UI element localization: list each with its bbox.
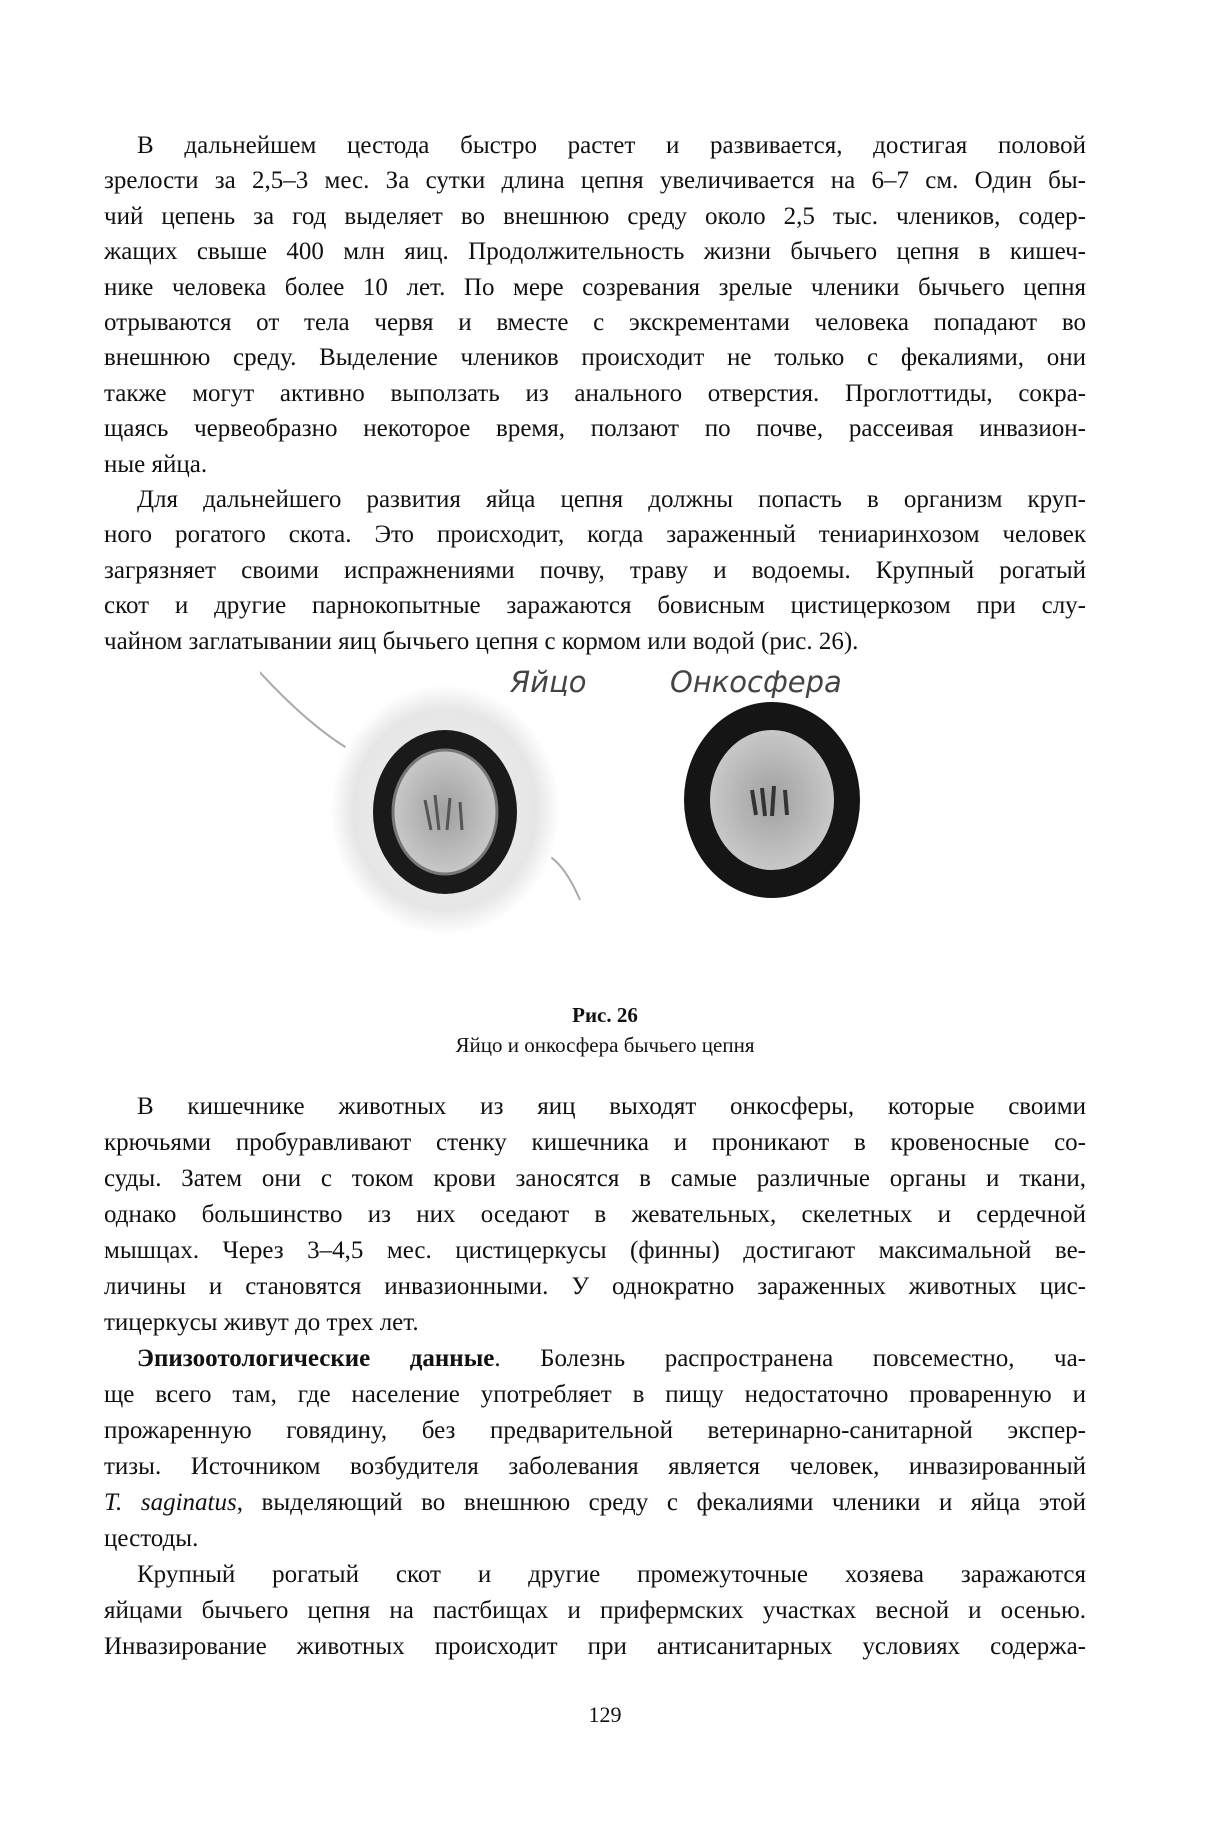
section-heading: Эпизоотологические данные xyxy=(137,1345,495,1372)
text-line: Инвазирование животных происходит при антисанитарных условиях содержа- xyxy=(104,1633,1086,1660)
text-line xyxy=(104,1341,1086,1377)
text-line xyxy=(104,1485,1086,1521)
text-line: цестоды. xyxy=(104,1525,199,1552)
text-line: щаясь червеобразно некоторое время, ползают по почве, рассеивая инвазион- xyxy=(104,415,1086,443)
text-block-bottom xyxy=(104,1089,1086,1665)
text-fragment: . Болезнь распространена повсеместно, ча- xyxy=(494,1345,1087,1372)
text-block-top xyxy=(104,128,1086,659)
text-line: В кишечнике животных из яиц выходят онкосферы, которые своими xyxy=(137,1093,1086,1120)
text-line: отрываются от тела червя и вместе с экскрементами человека попадают во xyxy=(104,309,1086,337)
text-line: однако большинство из них оседают в жевательных, скелетных и сердечной xyxy=(104,1201,1086,1228)
egg-illustration xyxy=(260,660,580,935)
text-fragment: , выделяющий во внешнюю среду с фекалиями членики и яйца этой xyxy=(236,1489,1086,1516)
text-line: скот и другие парнокопытные заражаются бовисным цистицеркозом при слу- xyxy=(104,592,1086,620)
text-line: жащих свыше 400 млн яиц. Продолжительность жизни бычьего цепня в кишеч- xyxy=(104,238,1086,266)
text-line: тизы. Источником возбудителя заболевания является человек, инвазированный xyxy=(104,1453,1086,1480)
text-line: чайном заглатывании яиц бычьего цепня с кормом или водой (рис. 26). xyxy=(104,627,859,655)
text-line: внешнюю среду. Выделение члеников происходит не только с фекалиями, они xyxy=(104,344,1086,372)
figure-caption: Яйцо и онкосфера бычьего цепня xyxy=(455,1033,755,1057)
label-egg: Яйцо xyxy=(510,665,587,699)
text-line: прожаренную говядину, без предварительной ветеринарно-санитарной экспер- xyxy=(104,1417,1086,1444)
label-oncosphere: Онкосфера xyxy=(670,665,842,699)
text-line: ще всего там, где население употребляет в пищу недостаточно проваренную и xyxy=(104,1381,1086,1408)
paragraph-oncospheres xyxy=(104,1089,1086,1341)
paragraph-epizootology xyxy=(104,1341,1086,1557)
text-line: нике человека более 10 лет. По мере созревания зрелые членики бычьего цепня xyxy=(104,273,1086,301)
text-line: тицеркусы живут до трех лет. xyxy=(104,1309,419,1336)
figure-egg-oncosphere xyxy=(260,660,900,990)
text-line: Крупный рогатый скот и другие промежуточные хозяева заражаются xyxy=(137,1561,1086,1588)
oncosphere-illustration xyxy=(684,702,860,898)
text-line: личины и становятся инвазионными. У однократно зараженных животных цис- xyxy=(104,1273,1086,1300)
text-line: Для дальнейшего развития яйца цепня должны попасть в организм круп- xyxy=(137,486,1086,514)
species-name: T. saginatus xyxy=(104,1489,237,1516)
text-line: загрязняет своими испражнениями почву, траву и водоемы. Крупный рогатый xyxy=(104,556,1086,584)
paragraph-cattle-infection xyxy=(104,1557,1086,1665)
text-line: В дальнейшем цестода быстро растет и развивается, достигая половой xyxy=(137,132,1086,159)
text-line: яйцами бычьего цепня на пастбищах и прифермских участках весной и осенью. xyxy=(104,1597,1086,1624)
figure-number: Рис. 26 xyxy=(572,1003,638,1027)
text-line: ные яйца. xyxy=(104,450,208,478)
paragraph-infection-route xyxy=(104,482,1086,659)
text-line: ного рогатого скота. Это происходит, когда зараженный тениаринхозом человек xyxy=(104,521,1086,549)
text-line: также могут активно выползать из анального отверстия. Проглоттиды, сокра- xyxy=(104,379,1086,407)
text-line: зрелости за 2,5–3 мес. За сутки длина цепня увеличивается на 6–7 см. Один бы- xyxy=(104,167,1086,195)
text-line: мышцах. Через 3–4,5 мес. цистицеркусы (финны) достигают максимальной ве- xyxy=(104,1237,1086,1264)
paragraph-development xyxy=(104,128,1086,482)
text-line: чий цепень за год выделяет во внешнюю среду около 2,5 тыс. члеников, содер- xyxy=(104,202,1086,230)
text-line: суды. Затем они с током крови заносятся в самые различные органы и ткани, xyxy=(104,1165,1086,1192)
text-line: крючьями пробуравливают стенку кишечника и проникают в кровеносные со- xyxy=(104,1129,1086,1156)
page-number: 129 xyxy=(588,1702,622,1727)
